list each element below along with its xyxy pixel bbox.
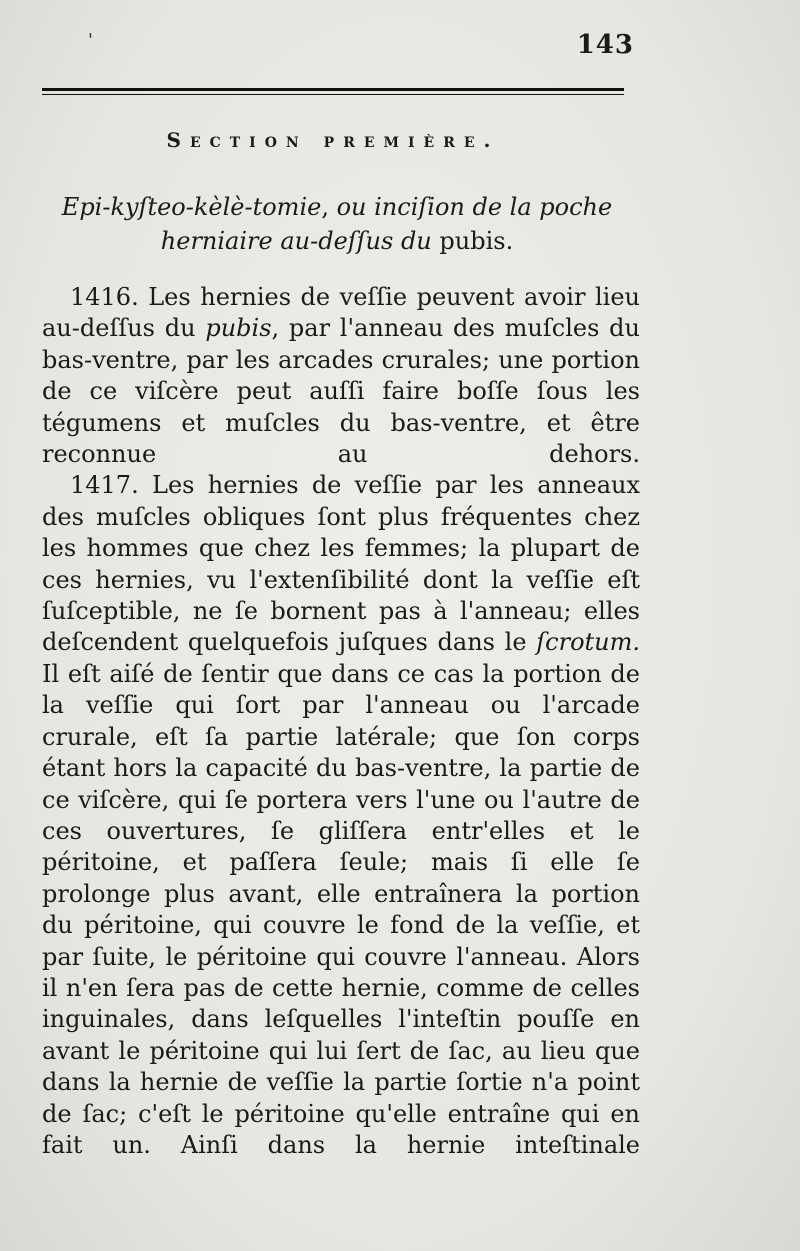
page-number: 143 bbox=[576, 30, 634, 60]
subtitle-separator: , bbox=[321, 193, 337, 221]
header-rule bbox=[42, 88, 624, 95]
paragraph-text: Il eſt aiſé de ſentir que dans ce cas la portion de la veſſie qui ſort par l'anneau ou l'arcade crurale, eſt ſa partie latérale; que ſon corps étant hors la capacité du bas-ventre, la partie de ce viſcère, qui ſe portera vers l'une ou l'autre de ces ouvertures, ſe gliſſera entr'elles et le péritoine, et paſſera ſeule; mais ſi elle ſe prolonge plus avant, elle entraînera la portion du péritoine, qui couvre le fond de la veſſie, et par ſuite, le péritoine qui couvre l'anneau. Alors il n'en ſera pas de cette hernie, comme de celles inguinales, dans leſquelles l'inteſtin pouſſe en avant le péritoine qui lui ſert de ſac, au lieu que dans la hernie de veſſie la partie ſortie n'a point de ſac; c'eſt le péritoine qu'elle entraîne qui en fait un. Ainſi dans la hernie inteſtinale bbox=[42, 659, 640, 1159]
paragraph-1417 bbox=[42, 470, 640, 1161]
subtitle-description: ou inciſion de la poche bbox=[336, 193, 613, 221]
subtitle-term: Epi-kyſteo-kèlè-tomie bbox=[61, 193, 322, 221]
paragraph-number: 1416. bbox=[70, 283, 139, 311]
paragraph-text: Les hernies de veſſie peuvent avoir lieu au-deſſus du bbox=[42, 283, 640, 343]
paragraph-text: , par l'anneau des muſcles du bas-ventre, par les arcades crurales; une portion de ce viſcère peut auſſi faire boſſe ſous les tégumens et muſcles du bas-ventre, et être reconnue au dehors. bbox=[42, 314, 640, 469]
paragraph-number: 1417. bbox=[70, 471, 139, 500]
subtitle-description-cont: herniaire au-deſſus du bbox=[160, 227, 432, 255]
subtitle-pubis: pubis. bbox=[439, 227, 514, 255]
stray-ink-mark: ' bbox=[88, 30, 93, 51]
subtitle-line-2 bbox=[42, 224, 632, 258]
subtitle-line-1 bbox=[42, 190, 632, 224]
section-title: Section première. bbox=[166, 128, 500, 152]
paragraph-text: Les hernies de veſſie par les anneaux des muſcles obliques ſont plus fréquentes chez les hommes que chez les femmes; la plupart de ces hernies, vu l'extenſibilité dont la veſſie eſt ſuſceptible, ne ſe bornent pas à l'anneau; elles deſcendent quelquefois juſques dans le bbox=[42, 471, 640, 657]
paragraph-italic: pubis bbox=[205, 314, 272, 343]
section-subtitle bbox=[42, 190, 632, 258]
body-text bbox=[42, 282, 640, 1161]
paragraph-italic: ſcrotum. bbox=[536, 628, 640, 657]
paragraph-1416 bbox=[42, 282, 640, 470]
